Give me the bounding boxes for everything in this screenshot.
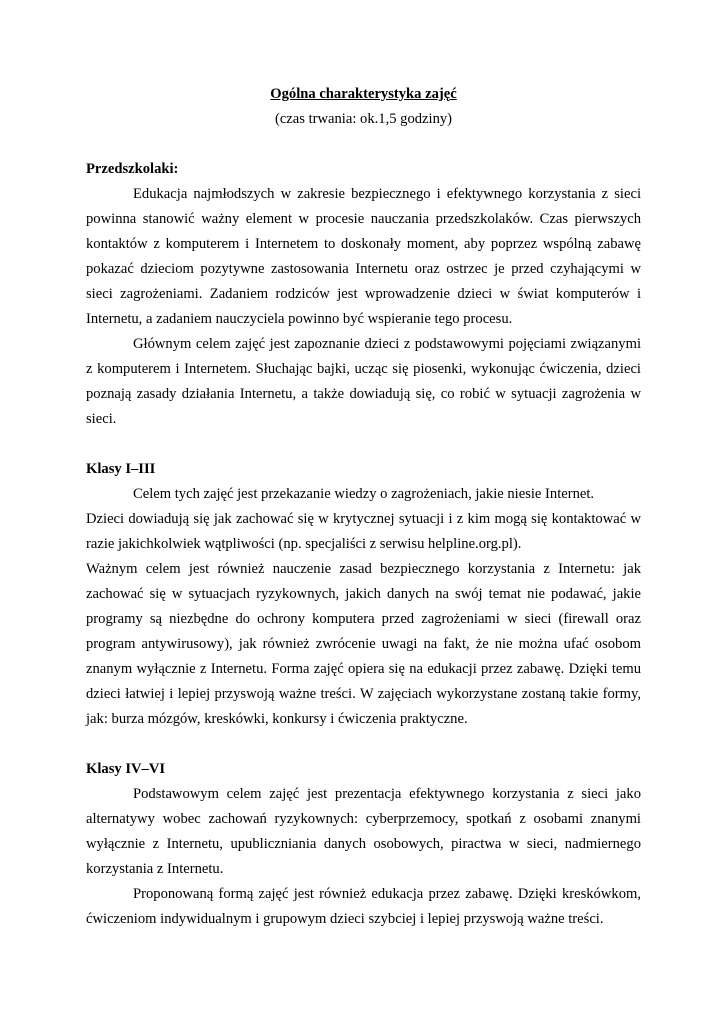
paragraph: Głównym celem zajęć jest zapoznanie dzieci z podstawowymi pojęciami związanymi z komputerem i Internetem. Słuchając bajki, ucząc się piosenki, wykonując ćwiczenia, dzieci poznają zasady działania Internetu, a także dowiadują się, co robić w sytuacji zagrożenia w sieci. [86,336,641,427]
paragraph: Proponowaną formą zajęć jest również edukacja przez zabawę. Dzięki kreskówkom, ćwiczeniom indywidualnym i grupowym dzieci szybciej i lepiej przyswoją ważne treści. [86,886,641,927]
section-heading: Klasy IV–VI [86,761,166,777]
document-subtitle: (czas trwania: ok.1,5 godziny) [274,111,453,127]
section-gap [86,732,641,757]
paragraph: Ważnym celem jest również nauczenie zasad bezpiecznego korzystania z Internetu: jak zachować się w sytuacjach ryzykownych, jakich danych na swój temat nie podawać, jakie programy są niezbędne do ochrony komputera przed zagrożeniami w sieci (firewall oraz program antywirusowy), jak również zwrócenie uwagi na fakt, że nie można ufać osobom znanym wyłącznie z Internetu. Forma zajęć opiera się na edukacji przez zabawę. Dzięki temu dzieci łatwiej i lepiej przyswoją ważne treści. W zajęciach wykorzystane zostaną takie formy, jak: burza mózgów, kreskówki, konkursy i ćwiczenia praktyczne. [86,561,641,727]
paragraph: Edukacja najmłodszych w zakresie bezpiecznego i efektywnego korzystania z sieci powinna stanowić ważny element w procesie nauczania przedszkolaków. Czas pierwszych kontaktów z komputerem i Internetem to doskonały moment, aby poprzez wspólną zabawę pokazać dzieciom pozytywne zastosowania Internetu oraz ostrzec je przed czyhającymi w sieci zagrożeniami. Zadaniem rodziców jest wprowadzenie dzieci w świat komputerów i Internetu, a zadaniem nauczyciela powinno być wspieranie tego procesu. [86,186,641,327]
paragraph: Dzieci dowiadują się jak zachować się w krytycznej sytuacji i z kim mogą się kontaktować w razie jakichkolwiek wątpliwości (np. specjaliści z serwisu helpline.org.pl). [86,511,641,552]
section-przedszkolaki [86,157,641,432]
document-page [86,82,641,932]
paragraph: Celem tych zajęć jest przekazanie wiedzy o zagrożeniach, jakie niesie Internet. [133,486,595,502]
paragraph: Podstawowym celem zajęć jest prezentacja efektywnego korzystania z sieci jako alternatywy wobec zachowań ryzykownych: cyberprzemocy, spotkań z osobami znanymi wyłącznie z Internetu, upubliczniania danych osobowych, piractwa w sieci, nadmiernego korzystania z Internetu. [86,786,641,877]
section-klasy-i-iii [86,457,641,732]
section-klasy-iv-vi [86,757,641,932]
section-heading: Przedszkolaki: [86,161,179,177]
section-gap [86,432,641,457]
section-heading: Klasy I–III [86,461,156,477]
document-title: Ogólna charakterystyka zajęć [270,86,457,102]
